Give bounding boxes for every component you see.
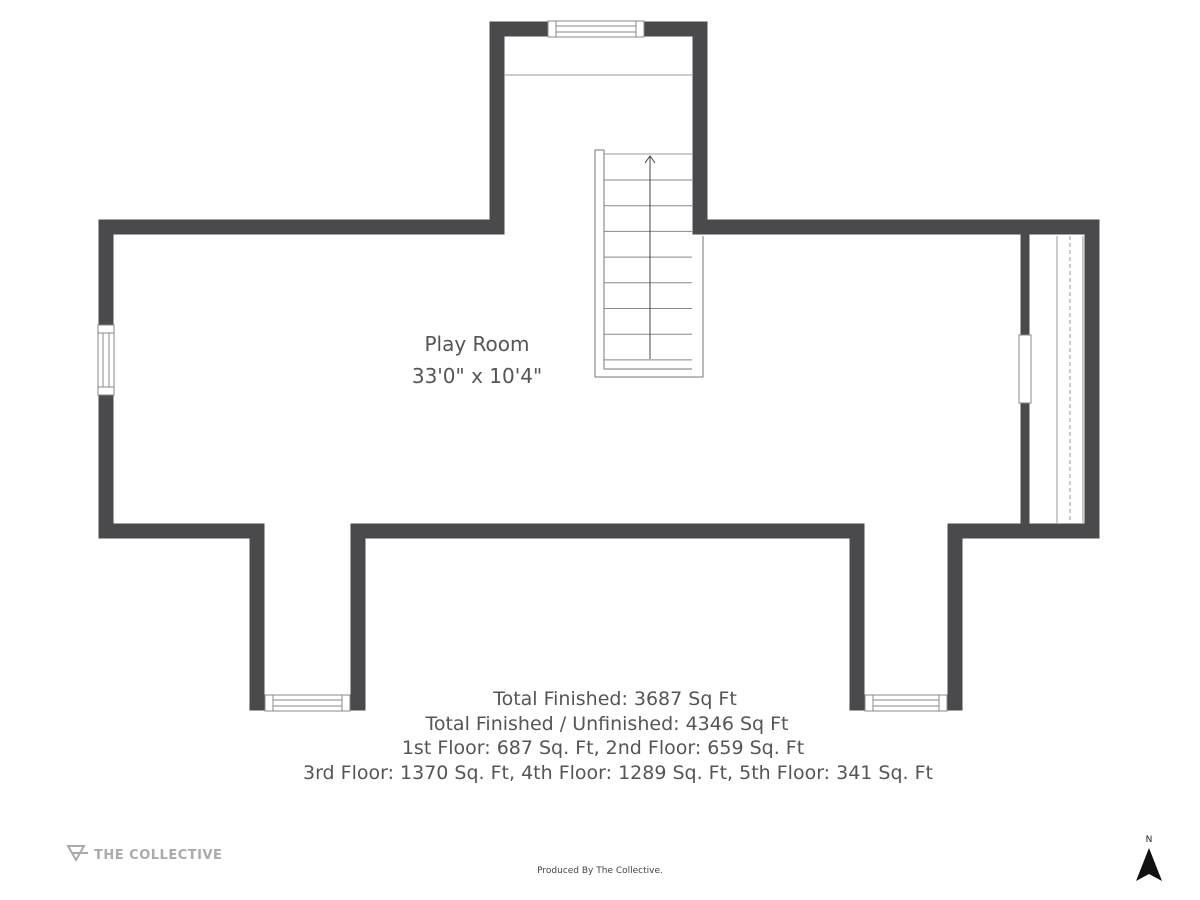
windows (98, 21, 1031, 711)
floor-areas-2: 3rd Floor: 1370 Sq. Ft, 4th Floor: 1289 Sq. Ft, 5th Floor: 341 Sq. Ft (302, 762, 934, 784)
room-name: Play Room (424, 332, 530, 356)
north-arrow-icon (1136, 848, 1162, 881)
exterior-walls (106, 29, 1092, 703)
room-dimensions: 33'0" x 10'4" (411, 364, 543, 388)
total-finished: Total Finished: 3687 Sq Ft (493, 688, 737, 710)
total-finished-unfinished: Total Finished / Unfinished: 4346 Sq Ft (425, 713, 789, 735)
closet-rail (1057, 236, 1083, 523)
brand-logo (68, 846, 222, 863)
north-label: N (1145, 835, 1153, 845)
brand-name: THE COLLECTIVE (94, 848, 223, 863)
area-totals (303, 688, 933, 784)
north-arrow (1136, 835, 1162, 881)
floor-areas-1: 1st Floor: 687 Sq. Ft, 2nd Floor: 659 Sq. Ft (401, 737, 805, 759)
produced-by: Produced By The Collective. (537, 866, 663, 876)
collective-logo-icon (68, 846, 88, 860)
staircase (595, 150, 703, 377)
